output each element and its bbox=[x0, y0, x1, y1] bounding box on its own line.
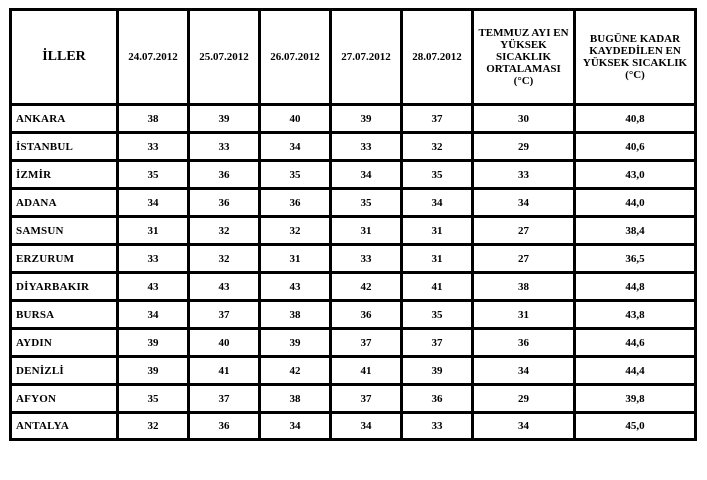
date2-cell: 36 bbox=[189, 189, 260, 217]
date1-cell: 33 bbox=[118, 133, 189, 161]
header-july-average bbox=[473, 10, 575, 105]
header-date-4: 27.07.2012 bbox=[331, 10, 402, 105]
date1-cell: 34 bbox=[118, 189, 189, 217]
july-average-cell: 31 bbox=[473, 301, 575, 329]
city-cell: DENİZLİ bbox=[11, 357, 118, 385]
header-record bbox=[575, 10, 696, 105]
record-cell: 38,4 bbox=[575, 217, 696, 245]
city-cell: ERZURUM bbox=[11, 245, 118, 273]
date4-cell: 34 bbox=[331, 161, 402, 189]
header-record-text: BUGÜNE KADAR KAYDEDİLEN EN YÜKSEK SICAKLIK (°C) bbox=[582, 33, 688, 81]
date2-cell: 41 bbox=[189, 357, 260, 385]
record-cell: 36,5 bbox=[575, 245, 696, 273]
table-row bbox=[11, 105, 696, 133]
date5-cell: 35 bbox=[402, 161, 473, 189]
july-average-cell: 34 bbox=[473, 189, 575, 217]
record-cell: 44,0 bbox=[575, 189, 696, 217]
record-cell: 44,6 bbox=[575, 329, 696, 357]
date2-cell: 32 bbox=[189, 217, 260, 245]
record-cell: 43,8 bbox=[575, 301, 696, 329]
date1-cell: 31 bbox=[118, 217, 189, 245]
city-cell: ANTALYA bbox=[11, 413, 118, 440]
date1-cell: 38 bbox=[118, 105, 189, 133]
july-average-cell: 27 bbox=[473, 245, 575, 273]
date3-cell: 36 bbox=[260, 189, 331, 217]
july-average-cell: 30 bbox=[473, 105, 575, 133]
date5-cell: 32 bbox=[402, 133, 473, 161]
date1-cell: 34 bbox=[118, 301, 189, 329]
date3-cell: 39 bbox=[260, 329, 331, 357]
city-cell: AFYON bbox=[11, 385, 118, 413]
table-row bbox=[11, 273, 696, 301]
date1-cell: 33 bbox=[118, 245, 189, 273]
city-cell: ANKARA bbox=[11, 105, 118, 133]
date5-cell: 37 bbox=[402, 105, 473, 133]
table-row bbox=[11, 301, 696, 329]
date1-cell: 43 bbox=[118, 273, 189, 301]
table-row bbox=[11, 385, 696, 413]
date4-cell: 36 bbox=[331, 301, 402, 329]
city-cell: BURSA bbox=[11, 301, 118, 329]
header-cities: İLLER bbox=[11, 10, 118, 105]
table-row bbox=[11, 189, 696, 217]
date4-cell: 37 bbox=[331, 329, 402, 357]
date4-cell: 31 bbox=[331, 217, 402, 245]
date5-cell: 31 bbox=[402, 217, 473, 245]
date5-cell: 33 bbox=[402, 413, 473, 440]
date2-cell: 40 bbox=[189, 329, 260, 357]
header-date-2: 25.07.2012 bbox=[189, 10, 260, 105]
date1-cell: 39 bbox=[118, 329, 189, 357]
july-average-cell: 33 bbox=[473, 161, 575, 189]
date4-cell: 41 bbox=[331, 357, 402, 385]
date1-cell: 32 bbox=[118, 413, 189, 440]
date4-cell: 34 bbox=[331, 413, 402, 440]
record-cell: 44,8 bbox=[575, 273, 696, 301]
july-average-cell: 38 bbox=[473, 273, 575, 301]
date5-cell: 35 bbox=[402, 301, 473, 329]
date2-cell: 32 bbox=[189, 245, 260, 273]
table-body bbox=[11, 105, 696, 440]
table-row bbox=[11, 357, 696, 385]
date3-cell: 40 bbox=[260, 105, 331, 133]
table-row bbox=[11, 217, 696, 245]
city-cell: SAMSUN bbox=[11, 217, 118, 245]
date4-cell: 42 bbox=[331, 273, 402, 301]
date1-cell: 35 bbox=[118, 385, 189, 413]
date1-cell: 39 bbox=[118, 357, 189, 385]
july-average-cell: 34 bbox=[473, 357, 575, 385]
record-cell: 43,0 bbox=[575, 161, 696, 189]
date2-cell: 36 bbox=[189, 161, 260, 189]
table-row bbox=[11, 161, 696, 189]
date1-cell: 35 bbox=[118, 161, 189, 189]
date5-cell: 31 bbox=[402, 245, 473, 273]
city-cell: İZMİR bbox=[11, 161, 118, 189]
record-cell: 45,0 bbox=[575, 413, 696, 440]
record-cell: 40,6 bbox=[575, 133, 696, 161]
date3-cell: 38 bbox=[260, 385, 331, 413]
header-row bbox=[11, 10, 696, 105]
date3-cell: 34 bbox=[260, 413, 331, 440]
date3-cell: 43 bbox=[260, 273, 331, 301]
date4-cell: 33 bbox=[331, 133, 402, 161]
july-average-cell: 27 bbox=[473, 217, 575, 245]
july-average-cell: 29 bbox=[473, 133, 575, 161]
date3-cell: 32 bbox=[260, 217, 331, 245]
city-cell: AYDIN bbox=[11, 329, 118, 357]
city-cell: DİYARBAKIR bbox=[11, 273, 118, 301]
date5-cell: 34 bbox=[402, 189, 473, 217]
date5-cell: 41 bbox=[402, 273, 473, 301]
date5-cell: 36 bbox=[402, 385, 473, 413]
city-cell: ADANA bbox=[11, 189, 118, 217]
july-average-cell: 29 bbox=[473, 385, 575, 413]
date2-cell: 37 bbox=[189, 301, 260, 329]
july-average-cell: 34 bbox=[473, 413, 575, 440]
table-row bbox=[11, 133, 696, 161]
record-cell: 40,8 bbox=[575, 105, 696, 133]
city-cell: İSTANBUL bbox=[11, 133, 118, 161]
date3-cell: 38 bbox=[260, 301, 331, 329]
date4-cell: 33 bbox=[331, 245, 402, 273]
date5-cell: 39 bbox=[402, 357, 473, 385]
temperature-table bbox=[9, 8, 697, 441]
record-cell: 44,4 bbox=[575, 357, 696, 385]
header-date-5: 28.07.2012 bbox=[402, 10, 473, 105]
table-row bbox=[11, 413, 696, 440]
table-row bbox=[11, 329, 696, 357]
date4-cell: 39 bbox=[331, 105, 402, 133]
date2-cell: 43 bbox=[189, 273, 260, 301]
date3-cell: 34 bbox=[260, 133, 331, 161]
date5-cell: 37 bbox=[402, 329, 473, 357]
record-cell: 39,8 bbox=[575, 385, 696, 413]
date2-cell: 39 bbox=[189, 105, 260, 133]
date3-cell: 31 bbox=[260, 245, 331, 273]
header-date-1: 24.07.2012 bbox=[118, 10, 189, 105]
header-july-average-text: TEMMUZ AYI EN YÜKSEK SICAKLIK ORTALAMASI (°C) bbox=[478, 27, 569, 87]
date4-cell: 35 bbox=[331, 189, 402, 217]
date3-cell: 42 bbox=[260, 357, 331, 385]
date2-cell: 33 bbox=[189, 133, 260, 161]
date2-cell: 36 bbox=[189, 413, 260, 440]
header-date-3: 26.07.2012 bbox=[260, 10, 331, 105]
date4-cell: 37 bbox=[331, 385, 402, 413]
table-row bbox=[11, 245, 696, 273]
july-average-cell: 36 bbox=[473, 329, 575, 357]
date3-cell: 35 bbox=[260, 161, 331, 189]
date2-cell: 37 bbox=[189, 385, 260, 413]
